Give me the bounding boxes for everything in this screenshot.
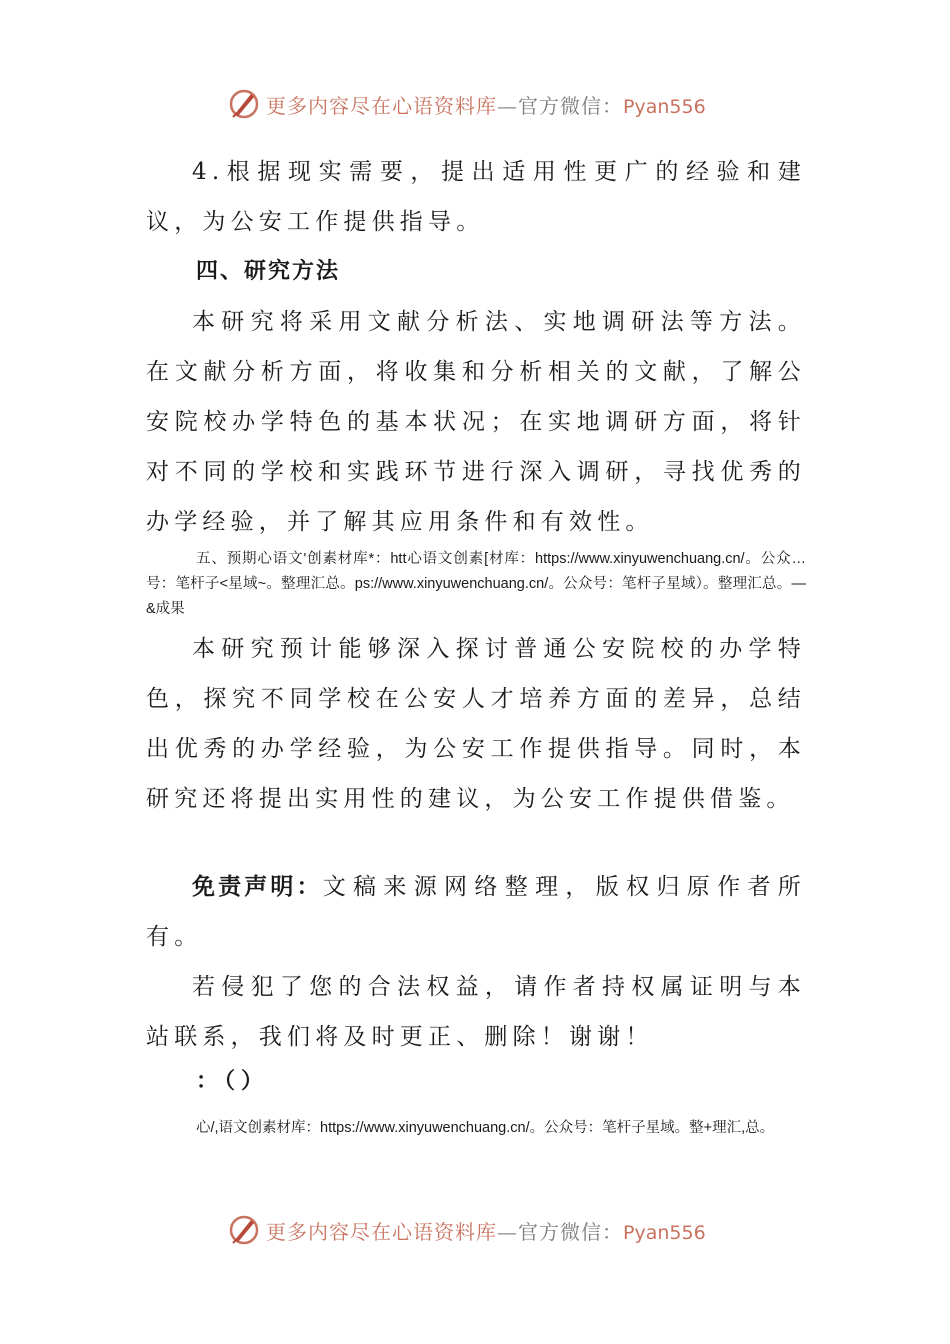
banner-text: 更多内容尽在心语资料库—官方微信：Pyan556 xyxy=(266,1219,706,1244)
footer-note-text: 心/,语文创素材库：https://www.xinyuwenchuang.cn/。公众号：笔杆子星域。整+理汇,总。 xyxy=(196,1120,775,1136)
banner-text: 更多内容尽在心语资料库—官方微信：Pyan556 xyxy=(266,93,706,118)
disclaimer-text: 文稿来源网络整理，版权归原作者所有。 xyxy=(146,874,807,950)
footer-banner xyxy=(226,1210,746,1250)
header-banner xyxy=(226,84,746,124)
quill-logo-icon xyxy=(226,1212,262,1248)
colon-line: ：（） xyxy=(196,1069,270,1094)
disclaimer-line xyxy=(146,862,806,962)
footer-note xyxy=(146,1116,806,1141)
item-4-paragraph: 4.根据现实需要，提出适用性更广的经验和建议，为公安工作提供指导。 xyxy=(146,159,806,235)
section-4-title: 四、研究方法 xyxy=(196,259,341,284)
disclaimer-body: 若侵犯了您的合法权益，请作者持权属证明与本站联系，我们将及时更正、删除！谢谢！ xyxy=(146,974,806,1050)
disclaimer-label: 免责声明： xyxy=(192,874,323,900)
section-5-title-noise: 五、预期心语文'创素材库*：htt心语文创素[材库：https://www.xinyuwenchuang.cn/。公众…号：笔杆子<星域~。整理汇总。ps://www.xinyuwenchuang.cn/。公众号：笔杆子星域）。整理汇总。—&成果 xyxy=(146,551,806,617)
document-body xyxy=(146,147,806,1102)
section-5-body: 本研究预计能够深入探讨普通公安院校的办学特色，探究不同学校在公安人才培养方面的差异，总结出优秀的办学经验，为公安工作提供指导。同时，本研究还将提出实用性的建议，为公安工作提供借鉴。 xyxy=(146,636,806,812)
section-4-body: 本研究将采用文献分析法、实地调研法等方法。在文献分析方面，将收集和分析相关的文献，了解公安院校办学特色的基本状况；在实地调研方面，将针对不同的学校和实践环节进行深入调研，寻找优秀的办学经验，并了解其应用条件和有效性。 xyxy=(146,309,806,535)
quill-logo-icon xyxy=(226,86,262,122)
